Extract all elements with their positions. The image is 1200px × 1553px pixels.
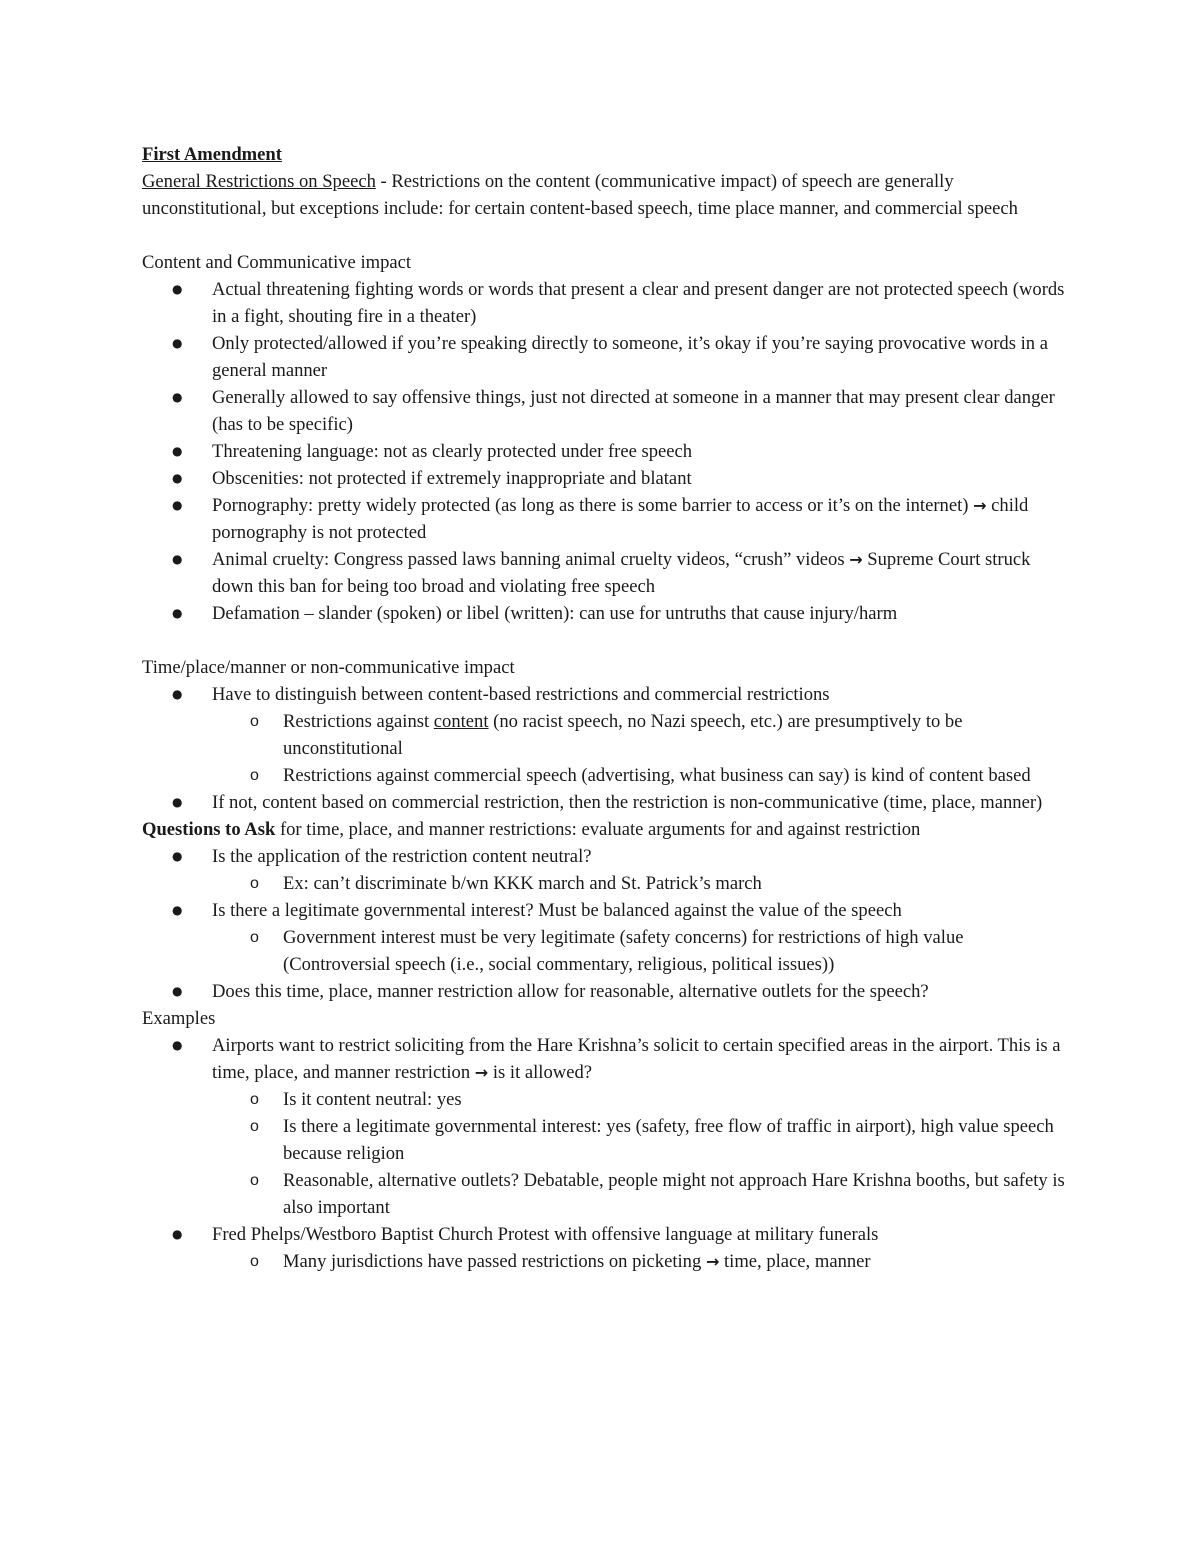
list-item-text: is it allowed?: [488, 1062, 592, 1083]
document-title: First Amendment: [142, 144, 282, 165]
list-item-text: Fred Phelps/Westboro Baptist Church Protest with offensive language at military funerals: [212, 1224, 879, 1245]
document-body: [142, 141, 1067, 1275]
list-item-text: Airports want to restrict soliciting from the Hare Krishna’s solicit to certain specified areas in the airport. This is a time, place, and manner restriction: [212, 1035, 1061, 1083]
list-item-text: Restrictions against: [283, 711, 434, 732]
content-section-heading: Content and Communicative impact: [142, 252, 412, 273]
questions-text: for time, place, and manner restrictions: evaluate arguments for and against restriction: [275, 819, 921, 840]
examples-heading: Examples: [142, 1008, 216, 1029]
examples-sublist: [212, 1086, 1067, 1221]
sub-list-item: o Restrictions against commercial speech (advertising, what business can say) is kind of content based: [212, 762, 1067, 789]
sub-list-item: [212, 1248, 1067, 1275]
questions-sublist: [212, 870, 1067, 897]
examples-sublist: [212, 1248, 1067, 1275]
list-item-text: Have to distinguish between content-based restrictions and commercial restrictions: [212, 684, 830, 705]
list-item-text: Is there a legitimate governmental interest? Must be balanced against the value of the speech: [212, 900, 902, 921]
sub-list-item: [212, 708, 1067, 762]
questions-list: [142, 843, 1067, 1005]
list-item-text: Pornography: pretty widely protected (as long as there is some barrier to access or it’s on the internet): [212, 495, 974, 516]
list-item-text: child pornography is not protected: [212, 495, 1029, 543]
arrow-right-icon: →: [973, 496, 987, 515]
list-item: ● If not, content based on commercial restriction, then the restriction is non-communicative (time, place, manner): [142, 789, 1067, 816]
list-item: [142, 897, 1067, 978]
examples-list: [142, 1032, 1067, 1275]
sub-list-item: o Is there a legitimate governmental interest: yes (safety, free flow of traffic in airport), high value speech because religion: [212, 1113, 1067, 1167]
underlined-word: content: [433, 711, 489, 732]
list-item-text: time, place, manner: [719, 1251, 871, 1272]
list-item: ● Threatening language: not as clearly protected under free speech: [142, 438, 1067, 465]
general-restrictions-paragraph: [142, 168, 1067, 222]
questions-heading: [142, 816, 1067, 843]
sub-list-item: o Government interest must be very legitimate (safety concerns) for restrictions of high value (Controversial speech (i.e., social commentary, religious, political issues)): [212, 924, 1067, 978]
sub-list-item: o Reasonable, alternative outlets? Debatable, people might not approach Hare Krishna booths, but safety is also important: [212, 1167, 1067, 1221]
list-item: [142, 843, 1067, 897]
list-item: ● Actual threatening fighting words or words that present a clear and present danger are not protected speech (words in a fight, shouting fire in a theater): [142, 276, 1067, 330]
list-item: ● Generally allowed to say offensive things, just not directed at someone in a manner that may present clear danger (has to be specific): [142, 384, 1067, 438]
list-item: [142, 681, 1067, 789]
list-item: [142, 546, 1067, 600]
list-item: [142, 1032, 1067, 1221]
list-item: [142, 1221, 1067, 1275]
sub-list-item: o Is it content neutral: yes: [212, 1086, 1067, 1113]
list-item: ● Obscenities: not protected if extremely inappropriate and blatant: [142, 465, 1067, 492]
list-item: ● Only protected/allowed if you’re speaking directly to someone, it’s okay if you’re saying provocative words in a general manner: [142, 330, 1067, 384]
list-item-text: Supreme Court struck down this ban for being too broad and violating free speech: [212, 549, 1031, 597]
content-list: [142, 276, 1067, 627]
arrow-right-icon: →: [474, 1063, 489, 1082]
tpm-list: [142, 681, 1067, 816]
list-item-text: Is the application of the restriction content neutral?: [212, 846, 592, 867]
tpm-sublist: [212, 708, 1067, 789]
sub-list-item: o Ex: can’t discriminate b/wn KKK march and St. Patrick’s march: [212, 870, 1067, 897]
list-item: ● Does this time, place, manner restriction allow for reasonable, alternative outlets for the speech?: [142, 978, 1067, 1005]
list-item-text: (no racist speech, no Nazi speech, etc.) are presumptively to be unconstitutional: [283, 711, 963, 759]
arrow-right-icon: →: [849, 550, 863, 569]
tpm-section-heading: Time/place/manner or non-communicative impact: [142, 657, 515, 678]
general-restrictions-text: - Restrictions on the content (communicative impact) of speech are generally unconstitutional, but exceptions include: for certain content-based speech, time place manner, and commercial speech: [142, 171, 1018, 219]
list-item: ● Defamation – slander (spoken) or libel (written): can use for untruths that cause injury/harm: [142, 600, 1067, 627]
list-item-text: Many jurisdictions have passed restrictions on picketing: [283, 1251, 706, 1272]
general-restrictions-label: General Restrictions on Speech: [142, 171, 376, 192]
list-item: [142, 492, 1067, 546]
questions-label: Questions to Ask: [142, 819, 276, 840]
arrow-right-icon: →: [705, 1252, 720, 1271]
list-item-text: Animal cruelty: Congress passed laws banning animal cruelty videos, “crush” videos: [212, 549, 850, 570]
questions-sublist: [212, 924, 1067, 978]
